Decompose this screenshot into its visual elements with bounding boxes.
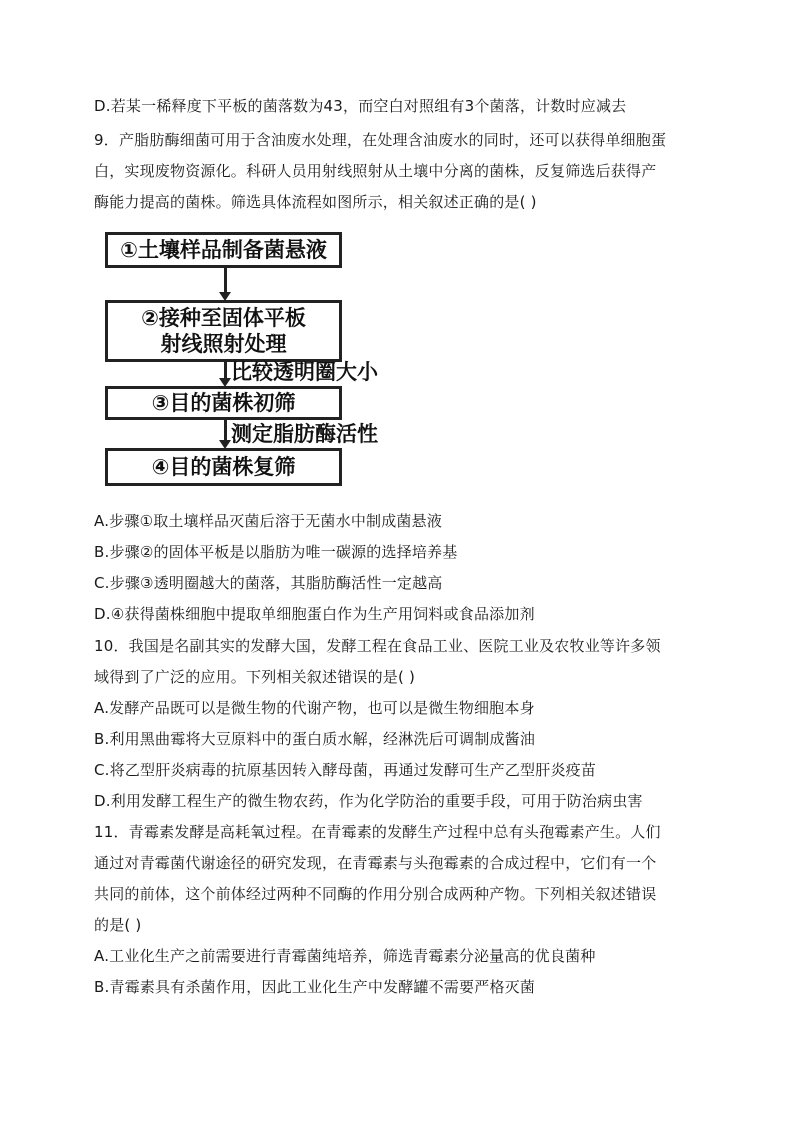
flow-arrow-1 [224, 268, 227, 294]
q11-option-a: A.工业化生产之前需要进行青霉菌纯培养，筛选青霉素分泌量高的优良菌种 [94, 947, 596, 965]
q10-option-c: C.将乙型肝炎病毒的抗原基因转入酵母菌，再通过发酵可生产乙型肝炎疫苗 [94, 761, 597, 779]
q11-stem-line-3: 共同的前体，这个前体经过两种不同酶的作用分别合成两种产物。下列相关叙述错误 [94, 885, 657, 903]
flowchart [105, 232, 405, 492]
flow-step-1-label: ①土壤样品制备菌悬液 [120, 238, 327, 262]
q10-stem-line-2: 域得到了广泛的应用。下列相关叙述错误的是( ) [94, 668, 416, 686]
q8-option-d: D.若某一稀释度下平板的菌落数为43，而空白对照组有3个菌落，计数时应减去 [94, 97, 627, 115]
q9-stem-line-2: 白，实现废物资源化。科研人员用射线照射从土壤中分离的菌株，反复筛选后获得产 [94, 162, 657, 180]
flow-step-3 [105, 386, 342, 420]
flow-step-4-label: ④目的菌株复筛 [151, 455, 296, 479]
flow-step-3-label: ③目的菌株初筛 [151, 391, 296, 415]
flow-step-2-label-2: 射线照射处理 [160, 332, 287, 356]
q9-stem-line-3: 酶能力提高的菌株。筛选具体流程如图所示，相关叙述正确的是( ) [94, 193, 537, 211]
q9-option-c: C.步骤③透明圈越大的菌落，其脂肪酶活性一定越高 [94, 574, 443, 592]
q11-stem-line-2: 通过对青霉菌代谢途径的研究发现，在青霉素与头孢霉素的合成过程中，它们有一个 [94, 854, 657, 872]
q11-stem-line-4: 的是( ) [94, 916, 142, 934]
flow-step-4 [105, 448, 342, 486]
q10-option-a: A.发酵产品既可以是微生物的代谢产物，也可以是微生物细胞本身 [94, 699, 535, 717]
flow-arrow-label-lipase-activity: 测定脂肪酶活性 [231, 422, 378, 446]
q10-stem-line-1: 10．我国是名副其实的发酵大国，发酵工程在食品工业、医院工业及农牧业等许多领 [94, 637, 661, 655]
flow-arrow-label-transparent-circle: 比较透明圈大小 [231, 360, 378, 384]
q10-option-b: B.利用黑曲霉将大豆原料中的蛋白质水解，经淋洗后可调制成酱油 [94, 730, 536, 748]
q9-option-d: D.④获得菌株细胞中提取单细胞蛋白作为生产用饲料或食品添加剂 [94, 605, 535, 623]
flow-step-2-label-1: ②接种至固体平板 [141, 306, 306, 330]
q11-stem-line-1: 11．青霉素发酵是高耗氧过程。在青霉素的发酵生产过程中总有头孢霉素产生。人们 [94, 823, 661, 841]
q9-option-a: A.步骤①取土壤样品灭菌后溶于无菌水中制成菌悬液 [94, 512, 443, 530]
q10-option-d: D.利用发酵工程生产的微生物农药，作为化学防治的重要手段，可用于防治病虫害 [94, 792, 643, 810]
q11-option-b: B.青霉素具有杀菌作用，因此工业化生产中发酵罐不需要严格灭菌 [94, 978, 536, 996]
q9-option-b: B.步骤②的固体平板是以脂肪为唯一碳源的选择培养基 [94, 543, 458, 561]
q9-stem-line-1: 9．产脂肪酶细菌可用于含油废水处理，在处理含油废水的同时，还可以获得单细胞蛋 [94, 131, 667, 149]
flow-step-1 [105, 232, 342, 268]
flow-step-2 [105, 300, 342, 362]
flow-arrow-3 [224, 420, 227, 442]
